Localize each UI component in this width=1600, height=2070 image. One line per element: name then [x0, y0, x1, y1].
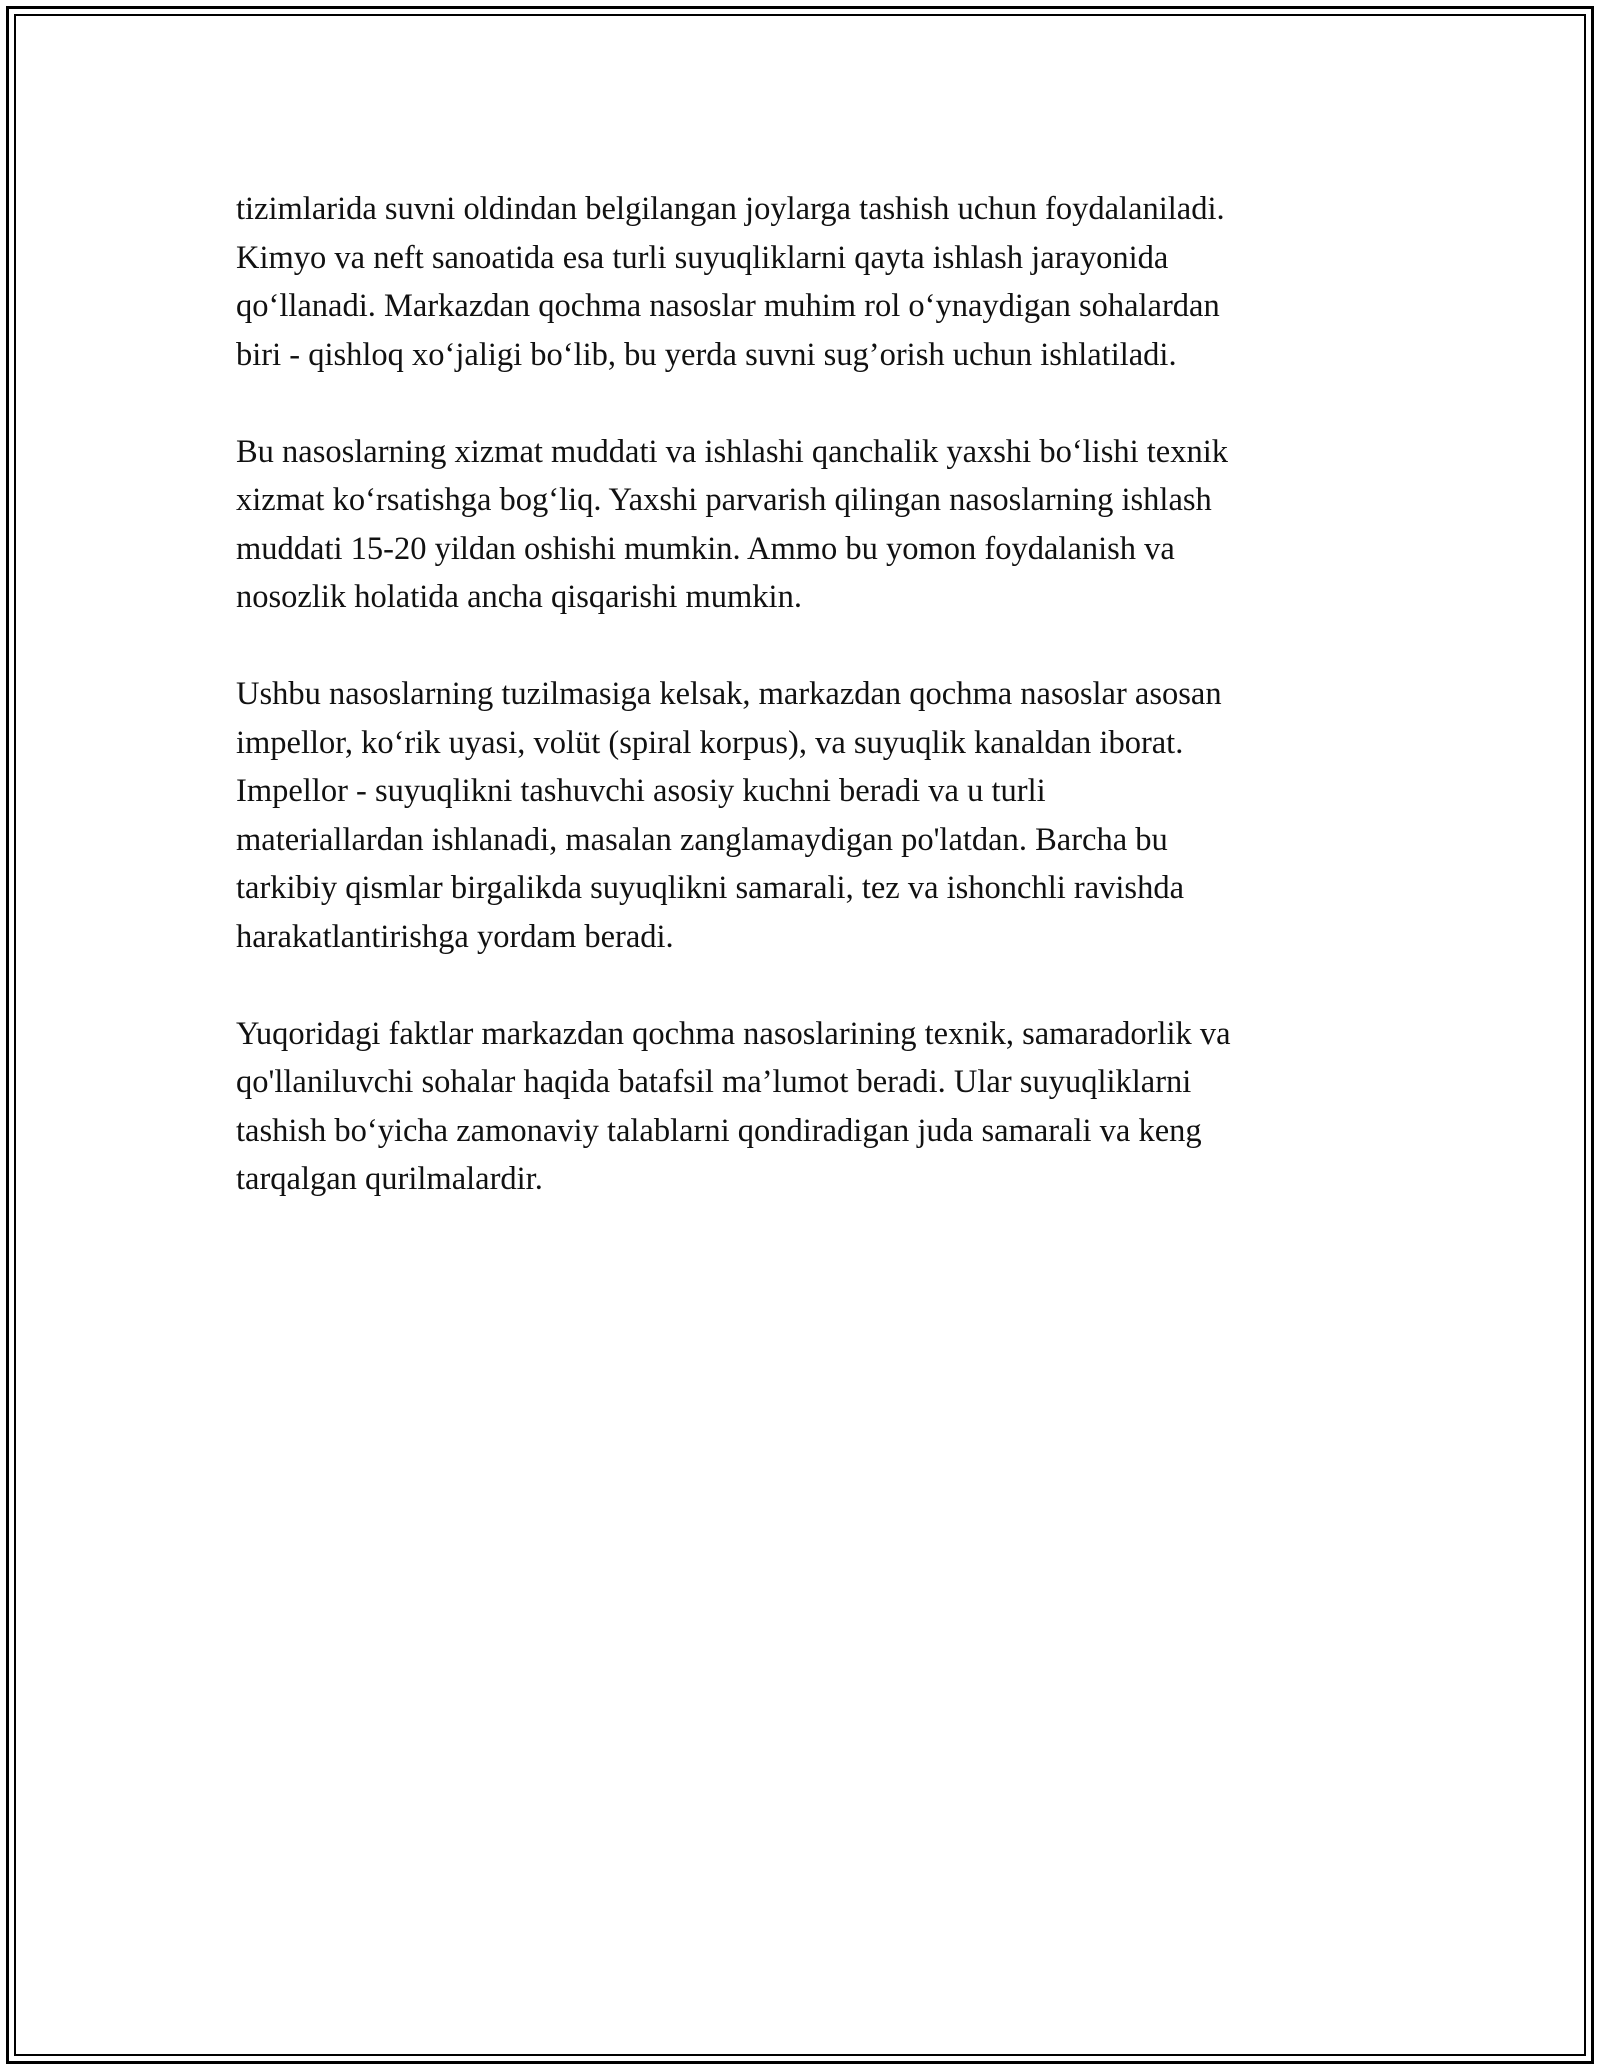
text-line: xizmat ko‘rsatishga bog‘liq. Yaxshi parvarish qilingan nasoslarning ishlash [236, 482, 1212, 518]
text-line: impellor, ko‘rik uyasi, volüt (spiral korpus), va suyuqlik kanaldan iborat. [236, 724, 1184, 761]
text-line: materiallardan ishlanadi, masalan zanglamaydigan po'latdan. Barcha bu [236, 821, 1168, 858]
document-body [236, 185, 1376, 1252]
text-line: qo‘llanadi. Markazdan qochma nasoslar muhim rol o‘ynaydigan sohalardan [236, 288, 1220, 324]
text-line: tashish bo‘yicha zamonaviy talablarni qondiradigan juda samarali va keng [236, 1112, 1202, 1149]
text-line: Yuqoridagi faktlar markazdan qochma nasoslarining texnik, samaradorlik va [236, 1015, 1231, 1052]
text-line: biri - qishloq xo‘jaligi bo‘lib, bu yerda suvni sug’orish uchun ishlatiladi. [236, 336, 1177, 373]
paragraph-2 [236, 428, 1376, 622]
text-line: tarqalgan qurilmalardir. [236, 1161, 543, 1197]
text-line: harakatlantirishga yordam beradi. [236, 918, 674, 955]
text-line: Kimyo va neft sanoatida esa turli suyuqliklarni qayta ishlash jarayonida [236, 239, 1169, 276]
text-line: nosozlik holatida ancha qisqarishi mumkin. [236, 579, 802, 615]
text-line: Bu nasoslarning xizmat muddati va ishlashi qanchalik yaxshi bo‘lishi texnik [236, 433, 1228, 470]
text-line: tarkibiy qismlar birgalikda suyuqlikni samarali, tez va ishonchli ravishda [236, 870, 1185, 906]
paragraph-1 [236, 185, 1376, 379]
paragraph-4 [236, 1010, 1376, 1204]
paragraph-3 [236, 670, 1376, 961]
text-line: muddati 15-20 yildan oshishi mumkin. Ammo bu yomon foydalanish va [236, 530, 1175, 567]
text-line: Ushbu nasoslarning tuzilmasiga kelsak, markazdan qochma nasoslar asosan [236, 676, 1222, 712]
text-line: tizimlarida suvni oldindan belgilangan joylarga tashish uchun foydalaniladi. [236, 191, 1225, 227]
text-line: qo'llaniluvchi sohalar haqida batafsil ma’lumot beradi. Ular suyuqliklarni [236, 1064, 1192, 1100]
text-line: Impellor - suyuqlikni tashuvchi asosiy kuchni beradi va u turli [236, 773, 1046, 809]
